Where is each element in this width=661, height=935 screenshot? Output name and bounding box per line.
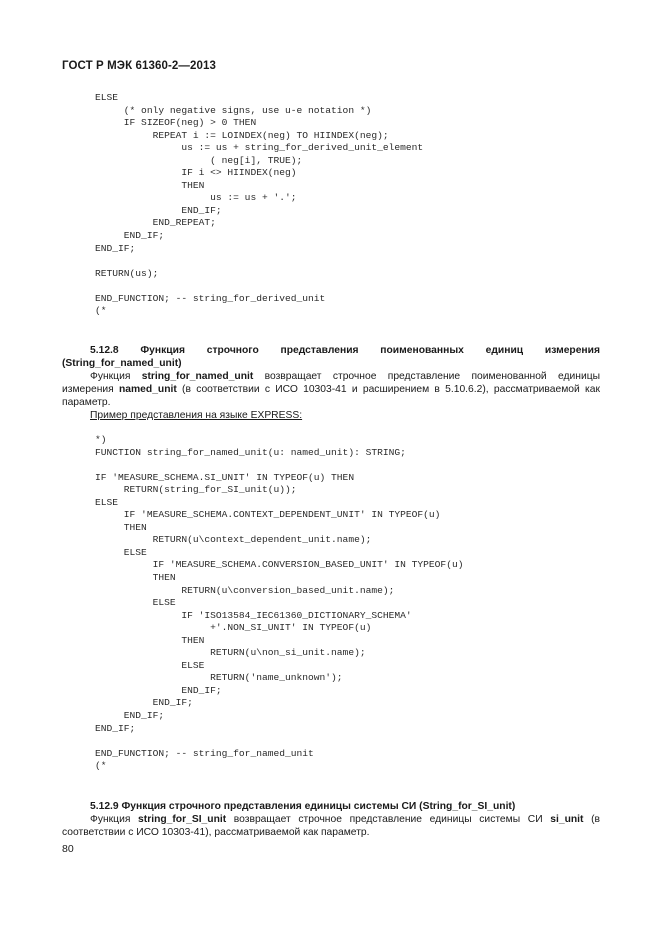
section-5-12-9 (62, 800, 600, 839)
section-paragraph (62, 370, 600, 409)
example-label: Пример представления на языке EXPRESS: (90, 410, 303, 422)
code-block-derived-unit: ELSE (* only negative signs, use u-e notation *) IF SIZEOF(neg) > 0 THEN REPEAT i := LOINDEX(neg) TO HIINDEX(neg); us := us + string_for_derived_unit_element ( neg[i], TRUE); IF i <> HIINDEX(neg) THEN us := us + '.'; END_IF; END_REPEAT; END_IF; END_IF; RETURN(us); END_FUNCTION; -- string_for_derived_unit (* (95, 92, 424, 317)
entity-name: si_unit (550, 814, 584, 826)
page-number: 80 (62, 843, 74, 855)
page-header: ГОСТ Р МЭК 61360-2—2013 (62, 60, 216, 72)
section-heading: 5.12.9 Функция строчного представления единицы системы СИ (String_for_SI_unit) (90, 801, 516, 812)
text-run: (в соответствии с ИСО 10303-41), рассматриваемой как параметр. (62, 814, 600, 839)
text-run: (в соответствии с ИСО 10303-41 и расширением в 5.10.6.2), рассматриваемой как параметр. (62, 384, 600, 409)
text-run: Функция (90, 371, 142, 383)
section-5-12-8 (62, 344, 600, 423)
code-block-named-unit: *) FUNCTION string_for_named_unit(u: named_unit): STRING; IF 'MEASURE_SCHEMA.SI_UNIT' IN TYPEOF(u) THEN RETURN(string_for_SI_unit(u)); ELSE IF 'MEASURE_SCHEMA.CONTEXT_DEPENDENT_UNIT' IN TYPEOF(u) THEN RETURN(u\context_dependent_unit.name); ELSE IF 'MEASURE_SCHEMA.CONVERSION_BASED_UNIT' IN TYPEOF(u) THEN RETURN(u\conversion_based_unit.name); ELSE IF 'ISO13584_IEC61360_DICTIONARY_SCHEMA' +'.NON_SI_UNIT' IN TYPEOF(u) THEN RETURN(u\non_si_unit.name); ELSE RETURN('name_unknown'); END_IF; END_IF; END_IF; END_IF; END_FUNCTION; -- string_for_named_unit (* (95, 434, 464, 772)
function-name: string_for_SI_unit (138, 814, 227, 826)
section-paragraph (62, 813, 600, 839)
section-heading: 5.12.8 Функция строчного представления поименованных единиц измерения (String_for_named_unit) (62, 345, 600, 370)
text-run: Функция (90, 814, 139, 826)
text-run: возвращает строчное представление единицы системы СИ (226, 814, 551, 826)
text-run: возвращает строчное представление поименованной единицы измерения (62, 371, 600, 396)
function-name: string_for_named_unit (141, 371, 254, 383)
entity-name: named_unit (119, 384, 177, 396)
